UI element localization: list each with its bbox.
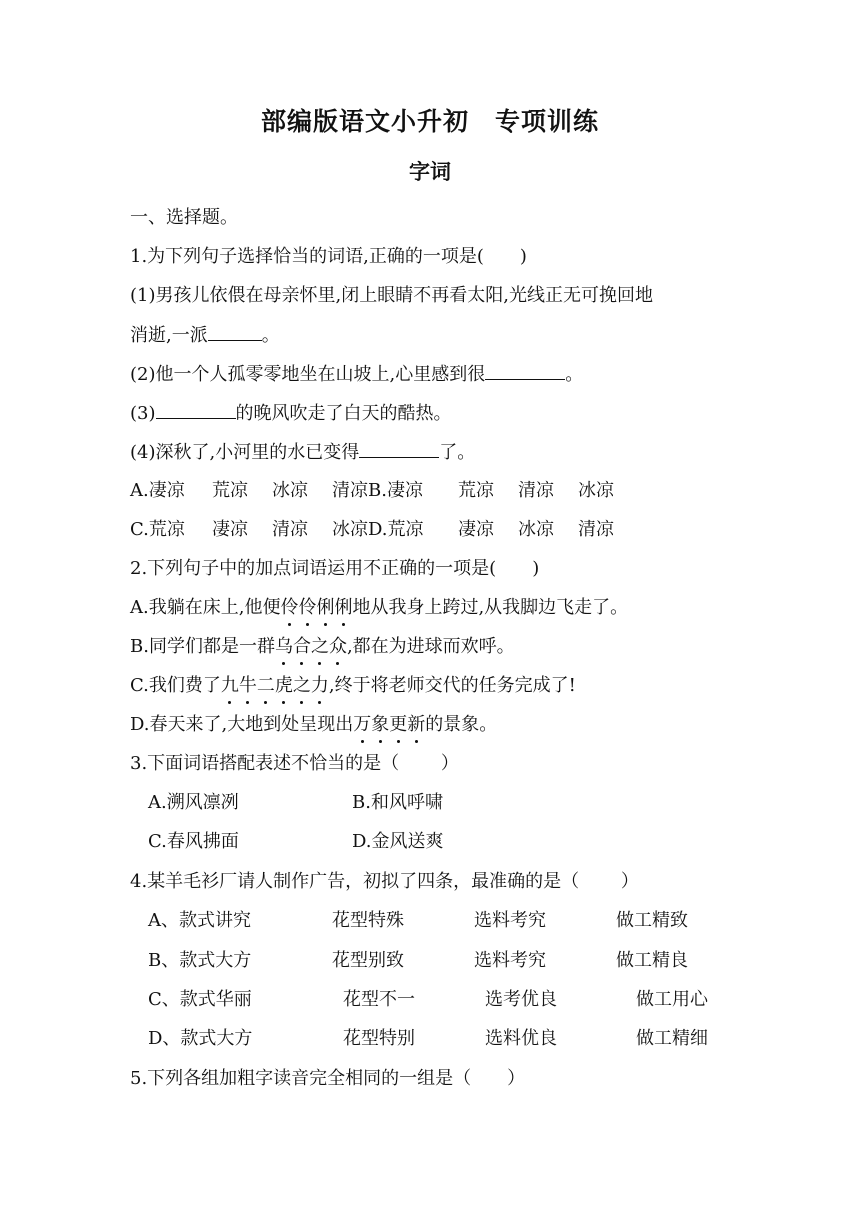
q1-sentence1-line2 [130, 322, 280, 349]
q1-s2-post: 。 [565, 364, 584, 385]
q1-option-cd-4: 冰凉D.荒凉 [332, 519, 424, 540]
emphasis-dot-char: 俐 [334, 595, 352, 621]
answer-blank [156, 400, 236, 419]
q2-c-post: ,终于将老师交代的任务完成了! [328, 675, 576, 696]
q4-option-d-4: 做工精细 [636, 1028, 708, 1049]
q3-stem: 3.下面词语搭配表述不恰当的是（ ） [130, 753, 459, 774]
q2-b-pre: B.同学们都是一群 [130, 636, 275, 657]
page-title [0, 102, 860, 138]
q3-option-c: C.春风拂面 [148, 831, 239, 852]
q1-option-ab-3: 冰凉 [272, 480, 308, 501]
q2-option-a [130, 595, 628, 621]
q4-option-d-1: D、款式大方 [148, 1028, 253, 1049]
q2-d-post: 的景象。 [425, 714, 498, 735]
q2-d-dotted-word [353, 714, 425, 735]
q2-c-pre: C.我们费了 [130, 675, 221, 696]
q2-d-pre: D.春天来了,大地到处呈现出 [130, 714, 354, 735]
emphasis-dot-char: 虎 [275, 673, 293, 699]
q4-option-b-2: 花型别致 [332, 950, 404, 971]
q1-s3-post: 的晚风吹走了白天的酷热。 [235, 403, 452, 424]
q1-sentence2 [130, 361, 583, 388]
q1-option-ab-7: 冰凉 [578, 480, 614, 501]
q1-option-cd-1: C.荒凉 [130, 519, 185, 540]
q4-option-c-3: 选考优良 [485, 989, 557, 1010]
q1-s4-pre: (4)深秋了,小河里的水已变得 [130, 442, 360, 463]
q4-option-c-2: 花型不一 [343, 989, 415, 1010]
emphasis-dot-char: 九 [221, 673, 239, 699]
emphasis-dot-char: 之 [293, 673, 311, 699]
q1-option-cd-7: 清凉 [578, 519, 614, 540]
q1-s1-post: 。 [261, 325, 280, 346]
q2-a-dotted-word [280, 597, 352, 618]
q1-s1-pre: 消逝,一派 [130, 325, 208, 346]
q1-option-ab-1: A.凄凉 [130, 480, 185, 501]
q2-option-c [130, 673, 576, 699]
emphasis-dot-char: 乌 [275, 634, 293, 660]
q2-a-post: 地从我身上跨过,从我脚边飞走了。 [352, 597, 629, 618]
q3-option-d: D.金风送爽 [352, 831, 444, 852]
emphasis-dot-char: 伶 [298, 595, 316, 621]
title-main: 部编版语文小升初 [260, 107, 469, 136]
q2-stem: 2.下列句子中的加点词语运用不正确的一项是( ) [130, 558, 540, 579]
page-subtitle: 字词 [409, 160, 451, 184]
q2-b-dotted-word [275, 636, 347, 657]
answer-blank [208, 322, 262, 341]
q1-sentence4 [130, 439, 475, 466]
emphasis-dot-char: 伶 [280, 595, 298, 621]
q3-option-a: A.溯风凛冽 [148, 792, 239, 813]
title-sub: 专项训练 [495, 107, 600, 136]
q1-option-cd-2: 凄凉 [212, 519, 248, 540]
q4-option-d-2: 花型特别 [343, 1028, 415, 1049]
q1-sentence3 [130, 400, 452, 427]
q4-stem: 4.某羊毛衫厂请人制作广告，初拟了四条，最准确的是（ ） [130, 871, 639, 892]
q1-sentence1-line1: (1)男孩儿依偎在母亲怀里,闭上眼睛不再看太阳,光线正无可挽回地 [130, 285, 653, 306]
q4-option-c-4: 做工用心 [636, 989, 708, 1010]
q4-option-c-1: C、款式华丽 [148, 989, 252, 1010]
q1-stem: 1.为下列句子选择恰当的词语,正确的一项是( ) [130, 246, 527, 267]
emphasis-dot-char: 更 [389, 712, 407, 738]
q1-option-ab-4: 清凉B.凄凉 [332, 480, 423, 501]
emphasis-dot-char: 象 [371, 712, 389, 738]
q5-stem: 5.下列各组加粗字读音完全相同的一组是（ ） [130, 1068, 526, 1089]
q2-a-pre: A.我躺在床上,他便 [130, 597, 281, 618]
emphasis-dot-char: 力 [311, 673, 329, 699]
q2-option-b [130, 634, 515, 660]
answer-blank [359, 439, 439, 458]
q4-option-d-3: 选料优良 [485, 1028, 557, 1049]
answer-blank [485, 361, 565, 380]
q1-s3-pre: (3) [130, 403, 156, 424]
q1-option-ab-5: 荒凉 [458, 480, 494, 501]
emphasis-dot-char: 俐 [316, 595, 334, 621]
emphasis-dot-char: 众 [329, 634, 347, 660]
q4-option-a-4: 做工精致 [616, 910, 688, 931]
q4-option-a-1: A、款式讲究 [148, 910, 251, 931]
emphasis-dot-char: 牛 [239, 673, 257, 699]
q1-option-cd-5: 凄凉 [458, 519, 494, 540]
emphasis-dot-char: 合 [293, 634, 311, 660]
q2-option-d [130, 712, 497, 738]
q4-option-b-4: 做工精良 [616, 950, 688, 971]
emphasis-dot-char: 二 [257, 673, 275, 699]
q3-option-b: B.和风呼啸 [352, 792, 443, 813]
q4-option-b-3: 选料考究 [474, 950, 546, 971]
q1-option-cd-3: 清凉 [272, 519, 308, 540]
q1-s2-pre: (2)他一个人孤零零地坐在山坡上,心里感到很 [130, 364, 486, 385]
q4-option-a-2: 花型特殊 [332, 910, 404, 931]
emphasis-dot-char: 之 [311, 634, 329, 660]
q1-option-ab-6: 清凉 [518, 480, 554, 501]
q1-s4-post: 了。 [439, 442, 476, 463]
q4-option-a-3: 选料考究 [474, 910, 546, 931]
q2-c-dotted-word [221, 675, 329, 696]
emphasis-dot-char: 新 [407, 712, 425, 738]
q1-option-cd-6: 冰凉 [518, 519, 554, 540]
emphasis-dot-char: 万 [353, 712, 371, 738]
q1-option-ab-2: 荒凉 [212, 480, 248, 501]
q4-option-b-1: B、款式大方 [148, 950, 252, 971]
section-heading: 一、选择题。 [130, 207, 238, 228]
q2-b-post: ,都在为进球而欢呼。 [346, 636, 515, 657]
